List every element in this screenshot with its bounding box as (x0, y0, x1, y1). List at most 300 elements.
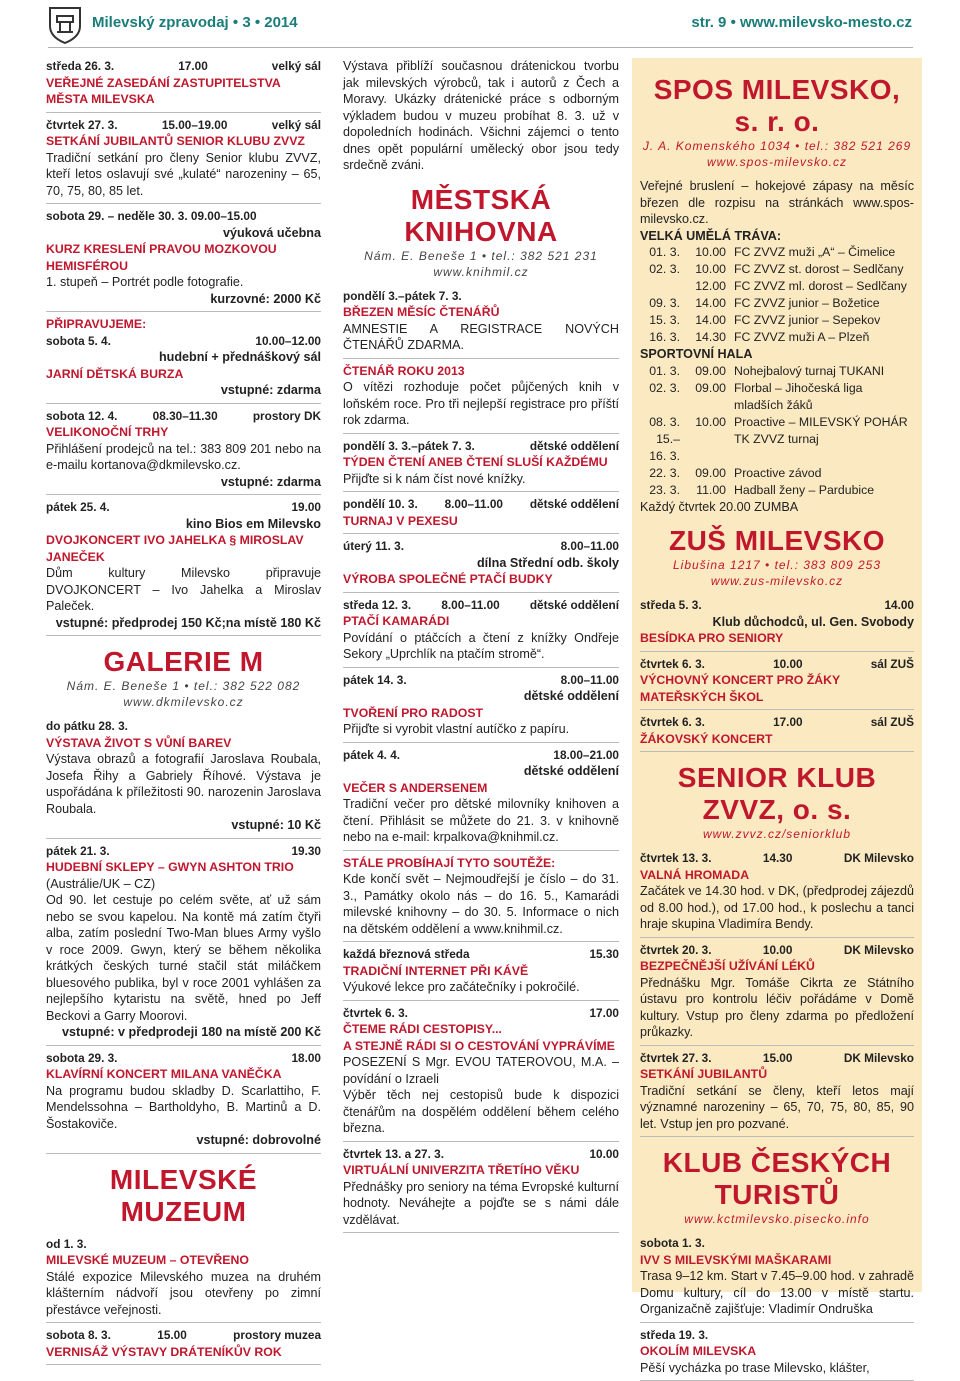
event-time: 17.00 (178, 59, 208, 73)
divider (46, 838, 321, 839)
event-date-row (640, 850, 914, 867)
event-place: dětské oddělení (523, 689, 619, 703)
event-price: vstupné: 10 Kč (231, 818, 321, 832)
divider (343, 491, 619, 492)
event-place: velký sál (271, 117, 321, 132)
schedule-event: TK ZVVZ turnaj (734, 431, 819, 446)
event-time: 14.00 (884, 598, 914, 612)
schedule-time: 09.00 (695, 465, 726, 480)
divider (640, 1136, 914, 1137)
event-title: SETKÁNÍ JUBILANTŮ SENIOR KLUBU ZVVZ (46, 134, 305, 148)
event-block (46, 1236, 321, 1319)
column-knihovna (343, 58, 619, 1292)
divider (343, 667, 619, 668)
event-description: AMNESTIE A REGISTRACE NOVÝCH ČTENÁŘŮ ZDARMA. (343, 321, 619, 352)
prepare-heading: PŘIPRAVUJEME: (46, 317, 147, 331)
event-time: 10.00 (762, 942, 793, 957)
event-time: 8.00–11.00 (441, 597, 500, 612)
event-place: DK Milevsko (843, 1050, 914, 1065)
divider (343, 358, 619, 359)
event-description: Přijďte si k nám číst nové knížky. (343, 471, 526, 486)
event-block (46, 316, 321, 399)
hala-heading: SPORTOVNÍ HALA (640, 347, 753, 361)
event-title: ŽÁKOVSKÝ KONCERT (640, 731, 773, 746)
divider (343, 533, 619, 534)
event-block (343, 672, 619, 738)
event-date-row (343, 538, 619, 555)
event-time: 19.00 (291, 500, 321, 514)
event-date-row (343, 672, 619, 689)
event-date-row (46, 1050, 321, 1067)
event-time: 15.00 (157, 1328, 187, 1342)
event-description: (Austrálie/UK – CZ) (46, 876, 156, 891)
section-website[interactable]: www.dkmilevsko.cz (123, 695, 244, 709)
divider (46, 112, 321, 113)
section-address: Nám. E. Beneše 1 • tel.: 382 522 082 (66, 679, 301, 693)
event-description: Stálé expozice Milevského muzea na druhém klášterním nádvoří jsou otevřeny po zimní přestávce veřejnosti. (46, 1269, 321, 1317)
event-place: velký sál (271, 59, 321, 73)
event-title: BESÍDKA PRO SENIORY (640, 631, 784, 645)
event-block (343, 496, 619, 529)
divider (46, 1364, 321, 1365)
event-title: IVV S MILEVSKÝMI MAŠKARAMI (640, 1252, 832, 1267)
event-block (640, 942, 914, 1041)
event-date: středa 26. 3. (46, 59, 115, 73)
event-date: čtvrtek 27. 3. (640, 1050, 712, 1065)
event-date: sobota 1. 3. (640, 1236, 705, 1250)
section-address: J. A. Komenského 1034 • tel.: 382 521 269 (642, 139, 912, 153)
schedule-time: 10.00 (695, 245, 726, 259)
divider (343, 850, 619, 851)
event-date: čtvrtek 20. 3. (640, 942, 712, 957)
event-title: VERNISÁŽ VÝSTAVY DRÁTENÍKŮV ROK (46, 1344, 282, 1359)
schedule-event: FC ZVVZ ml. dorost – Sedlčany (734, 279, 907, 293)
section-heading (640, 1147, 914, 1227)
event-date-row (640, 1050, 914, 1067)
event-date-row (640, 714, 914, 731)
event-price: vstupné: zdarma (220, 383, 321, 397)
event-block (640, 1327, 914, 1377)
event-price: kurzovné: 2000 Kč (210, 291, 321, 306)
event-place: Klub důchodců, ul. Gen. Svobody (712, 614, 914, 629)
event-place: sál ZUŠ (870, 715, 914, 729)
header-rule (48, 47, 913, 48)
event-description: Výstava obrazů a fotografií Jaroslava Roubala, Josefa Řihy a Gabriely Říhové. Výstava je uspořádána k příležitosti 90. narozenin Jaroslava Roubala. (46, 752, 321, 816)
divider (343, 1141, 619, 1142)
event-title: ČTEME RÁDI CESTOPISY... (343, 1022, 502, 1036)
divider (343, 433, 619, 434)
event-title: DVOJKONCERT IVO JAHELKA § MIROSLAV JANEČEK (46, 533, 304, 564)
schedule-date: 01. 3. (649, 245, 680, 259)
event-title: OKOLÍM MILEVSKA (640, 1344, 757, 1358)
section-website[interactable]: www.spos-milevsko.cz (706, 155, 848, 169)
event-description: Výukové lekce pro začátečníky i pokročilé. (343, 980, 580, 994)
event-date: čtvrtek 6. 3. (343, 1005, 408, 1020)
schedule-date: 15.–16. 3. (649, 431, 680, 463)
divider (46, 1322, 321, 1323)
event-date-row (343, 946, 619, 963)
event-description: Přednášku Mgr. Tomáše Cikrta ze Státního ústavu pro kontrolu léčiv pořádáme v Domě kultury. Vstup pro členy zdarma po předložení průkazky. (640, 975, 914, 1039)
event-title: VÝCHOVNÝ KONCERT PRO ŽÁKY MATEŘSKÝCH ŠKOL (640, 673, 840, 704)
event-date: čtvrtek 6. 3. (640, 656, 705, 671)
event-description: 1. stupeň – Portrét podle fotografie. (46, 275, 244, 289)
event-description: Pěší vycházka po trase Milevsko, klášter, (640, 1360, 870, 1375)
schedule-row (640, 482, 914, 499)
event-title: VÝSTAVA ŽIVOT S VŮNÍ BAREV (46, 735, 232, 750)
event-time: 17.00 (773, 715, 803, 729)
divider (343, 1000, 619, 1001)
event-date-row (46, 117, 321, 134)
event-place: sál ZUŠ (870, 656, 914, 671)
schedule-row (640, 261, 914, 278)
event-title: PTAČÍ KAMARÁDI (343, 614, 450, 628)
section-website[interactable]: www.zvvz.cz/seniorklub (702, 827, 852, 841)
event-place: prostory DK (252, 408, 321, 423)
event-time: 14.30 (762, 851, 793, 865)
divider (46, 635, 321, 636)
divider (343, 742, 619, 743)
event-block (343, 363, 619, 429)
event-block (640, 597, 914, 647)
event-time: 8.00–11.00 (444, 497, 503, 511)
divider (46, 311, 321, 312)
event-place: dílna Střední odb. školy (476, 555, 619, 570)
event-place: dětské oddělení (523, 764, 619, 778)
schedule-date: 09. 3. (649, 296, 680, 310)
event-title: TRADIČNÍ INTERNET PŘI KÁVĚ (343, 963, 529, 978)
event-place: dětské oddělení (529, 597, 619, 612)
section-heading (343, 184, 619, 280)
event-title: TÝDEN ČTENÍ ANEB ČTENÍ SLUŠÍ KAŽDÉMU (343, 455, 608, 469)
section-website[interactable]: www.knihmil.cz (433, 264, 529, 279)
event-description: Kde končí svět – Nejmoudřejší je číslo – do 31. 3., Památky okolo nás – do 16. 5., Kamarádi milevské knihovny – do 30. 5. Informace o nich na dětském oddělení a www.knihmil.cz. (343, 872, 619, 936)
event-title: SETKÁNÍ JUBILANTŮ (640, 1067, 768, 1081)
section-heading (46, 1164, 321, 1228)
event-title: VEČER S ANDERSENEM (343, 780, 488, 795)
event-place: DK Milevsko (843, 851, 914, 865)
event-date: pondělí 10. 3. (343, 497, 418, 511)
event-date: úterý 11. 3. (343, 539, 404, 553)
divider (640, 651, 914, 652)
event-title: VALNÁ HROMADA (640, 867, 750, 882)
schedule-time: 14.30 (695, 330, 726, 344)
spos-text: Veřejné bruslení – hokejové zápasy na měsíc březen dle rozpisu na stránkách www.spos-milevsko.cz. (640, 179, 914, 226)
event-description: Výběr těch nej cestopisů bude k dispozici čtenářům na dospělém oddělení během celého března. (343, 1088, 619, 1135)
schedule-date: 08. 3. (649, 414, 680, 429)
event-date: pondělí 3. 3.–pátek 7. 3. (343, 438, 475, 453)
event-description: Tradiční setkání se členy, kteří letos mají významné narozeniny – 65, 70, 75, 80, 85, 90 let. Vstup jen pro pozvané. (640, 1083, 914, 1131)
section-heading (640, 525, 914, 589)
event-date: čtvrtek 13. a 27. 3. (343, 1146, 444, 1161)
event-date-row (343, 1146, 619, 1163)
event-description: Povídání o ptáčcích a čtení z knížky Ondřeje Sekory „Uprchlík na ptačím stromě“. (343, 630, 619, 661)
schedule-event: Hadball ženy – Pardubice (734, 482, 875, 497)
event-description: Na programu budou skladby D. Scarlattiho, F. Mendelssohna – Bartholdyho, B. Martinů a D. Šostakoviče. (46, 1083, 321, 1131)
event-title: TVOŘENÍ PRO RADOST (343, 705, 484, 720)
divider (640, 1322, 914, 1323)
event-date-row (640, 1327, 914, 1344)
schedule-time: 11.00 (696, 482, 726, 497)
event-date: pátek 4. 4. (343, 747, 401, 762)
divider (343, 941, 619, 942)
event-date: sobota 8. 3. (46, 1328, 111, 1342)
event-title: MILEVSKÉ MUZEUM – OTEVŘENO (46, 1253, 249, 1267)
event-title: STÁLE PROBÍHAJÍ TYTO SOUTĚŽE: (343, 855, 556, 870)
schedule-date: 23. 3. (649, 482, 680, 497)
schedule-time: 14.00 (695, 296, 726, 310)
section-name: GALERIE M (103, 646, 264, 677)
event-block (343, 438, 619, 488)
section-name: MILEVSKÉ MUZEUM (109, 1163, 258, 1227)
divider (640, 751, 914, 752)
divider (640, 1045, 914, 1046)
event-date-row (343, 438, 619, 455)
event-title: KLAVÍRNÍ KONCERT MILANA VANĚČKA (46, 1067, 282, 1081)
event-date-row (46, 718, 321, 735)
schedule-date: 02. 3. (649, 380, 680, 395)
event-description: Trasa 9–12 km. Start v 7.45–9.00 hod. v zahradě Domu kultury, cíl do 13.00 v místě startu. Organizačně zajišťuje: Vladimír Ondruška (640, 1269, 914, 1316)
section-website[interactable]: www.kctmilevsko.pisecko.info (684, 1212, 870, 1226)
intro-text: Výstava přiblíží současnou drátenickou tvorbu jak milevských výrobců, tak i autorů z Čech a Moravy. Ukázky drátenické práce s odborným výkladem budou v muzeu probíhat 8. 3. už v dopoledních hodinách. Všichni zájemci o tento dnes opět populární umělecký obor jsou tedy srdečně zváni. (343, 59, 619, 172)
schedule-row (640, 312, 914, 329)
schedule-time: 10.00 (695, 262, 726, 276)
event-time: 18.00–21.00 (553, 747, 619, 762)
event-date-row (640, 656, 914, 673)
event-time: 10.00 (773, 656, 803, 671)
event-date: čtvrtek 6. 3. (640, 715, 705, 729)
event-date: pátek 14. 3. (343, 672, 407, 687)
publication-title: Milevský zpravodaj • 3 • 2014 (92, 14, 298, 31)
event-place: DK Milevsko (843, 942, 914, 957)
event-block (46, 499, 321, 631)
schedule-date: 02. 3. (649, 262, 680, 276)
event-description: Dům kultury Milevsko připravuje DVOJKONCERT – Ivo Jahelka a Miroslav Paleček. (46, 566, 321, 613)
section-name: SPOS MILEVSKO, s. r. o. (653, 74, 901, 137)
event-date-row (46, 1236, 321, 1253)
event-block (640, 656, 914, 706)
event-description: Přednášky pro seniory na téma Evropské kulturní hodnoty. Neváhejte a pojďte se s námi dále vzdělávat. (343, 1179, 619, 1227)
event-date: pátek 25. 4. (46, 500, 110, 514)
event-price: vstupné: předprodej 150 Kč;na místě 180 Kč (55, 615, 321, 630)
divider (46, 403, 321, 404)
event-date-row (46, 843, 321, 860)
event-place: prostory muzea (233, 1328, 321, 1342)
schedule-date: 16. 3. (649, 330, 680, 344)
event-description: Přihlášení prodejců na tel.: 383 809 201 nebo na e-mailu kortanova@dkmilevsko.cz. (46, 441, 321, 472)
divider (46, 203, 321, 204)
event-time: 15.00 (762, 1050, 793, 1065)
event-block (46, 718, 321, 834)
event-price: vstupné: dobrovolné (196, 1133, 321, 1147)
section-name: MĚSTSKÁ KNIHOVNA (404, 183, 558, 247)
event-date-row (640, 942, 914, 959)
event-date: od 1. 3. (46, 1236, 87, 1251)
event-price: vstupné: zdarma (220, 474, 321, 489)
event-block (343, 288, 619, 354)
hala-schedule (640, 363, 914, 499)
section-heading (640, 762, 914, 842)
event-date-row (46, 58, 321, 75)
schedule-date: 01. 3. (649, 363, 680, 378)
schedule-date: 22. 3. (649, 465, 680, 480)
event-place: hudební + přednáškový sál (158, 350, 321, 364)
schedule-row (640, 244, 914, 261)
schedule-date: 15. 3. (649, 313, 680, 327)
event-description: POSEZENÍ S Mgr. EVOU TATEROVOU, M.A. – povídání o Izraeli (343, 1055, 619, 1086)
event-title: ČTENÁŘ ROKU 2013 (343, 363, 465, 378)
event-title: VEŘEJNÉ ZASEDÁNÍ ZASTUPITELSTVA MĚSTA MILEVSKA (46, 75, 281, 106)
event-date-row (46, 333, 321, 350)
schedule-time: 14.00 (695, 313, 726, 327)
event-date-row (46, 499, 321, 516)
section-name: SENIOR KLUB ZVVZ, o. s. (677, 762, 877, 825)
event-date: každá březnová středa (343, 947, 470, 961)
event-description: Tradiční setkání pro členy Senior klubu ZVVZ, kteří letos oslavují své „kulaté“ narozeniny – 65, 70, 75, 80, 85 let. (46, 150, 321, 198)
schedule-event: Proactive – MILEVSKÝ POHÁR (734, 414, 908, 429)
event-title: HUDEBNÍ SKLEPY – GWYN ASHTON TRIO (46, 860, 294, 874)
event-date: sobota 12. 4. (46, 408, 118, 423)
event-date-row (343, 288, 619, 305)
schedule-date (640, 278, 680, 295)
event-description: Tradiční večer pro dětské milovníky knihoven a čtení. Přihlásit se můžete do 21. 3. v knihovně nebo na e-mail: krpalkova@knihmil.cz. (343, 797, 619, 844)
event-date: pátek 21. 3. (46, 843, 110, 858)
schedule-event: Florbal – Jihočeská liga mladších žáků (734, 380, 863, 412)
event-block (343, 1005, 619, 1137)
schedule-event: FC ZVVZ junior – Sepekov (734, 313, 881, 327)
event-description: Od 90. let cestuje po celém světe, ať už sám nebo se svou kapelou. Na kontě má zatím čtyři alba, zatím poslední Two-Man blues Army vyšlo v roce 2009. Gwyn, který se během několika krátkých českých turné stačil stát miláčkem bluesového publika, byl v roce 2001 vyhlášen za nejlepšího kytaristu na světě, hned po Jeff Beckovi a Garry Moorovi. (46, 893, 321, 1023)
event-block (46, 58, 321, 108)
event-title: KURZ KRESLENÍ PRAVOU MOZKOVOU HEMISFÉROU (46, 242, 277, 273)
section-address: Libušina 1217 • tel.: 383 809 253 (672, 558, 881, 572)
event-date-row (343, 747, 619, 764)
event-block (343, 1146, 619, 1229)
event-time: 19.30 (291, 843, 321, 858)
column-dum-kultury (46, 58, 321, 1359)
event-time: 10.00–12.00 (255, 333, 321, 348)
event-date-row (343, 1005, 619, 1022)
event-time: 08.30–11.30 (152, 408, 218, 423)
event-date-row (46, 208, 321, 225)
event-date-row (46, 408, 321, 425)
event-block (640, 850, 914, 933)
event-block (46, 843, 321, 1041)
event-description: Přijďte si vyrobit vlastní autíčko z papíru. (343, 722, 570, 736)
event-place: dětské oddělení (529, 438, 619, 453)
schedule-row (640, 295, 914, 312)
event-block (343, 597, 619, 663)
schedule-event: Nohejbalový turnaj TUKANI (734, 363, 885, 378)
event-subtitle: A STEJNĚ RÁDI SI O CESTOVÁNÍ VYPRÁVÍME (343, 1038, 615, 1053)
event-block (46, 408, 321, 491)
event-date: středa 19. 3. (640, 1327, 709, 1342)
event-block (46, 117, 321, 200)
divider (640, 709, 914, 710)
event-date-row (343, 496, 619, 513)
trava-schedule (640, 244, 914, 346)
event-place: výuková učebna (223, 225, 321, 240)
section-address: Nám. E. Beneše 1 • tel.: 382 521 231 (364, 248, 598, 263)
event-time: 17.00 (589, 1005, 619, 1020)
schedule-time: 12.00 (695, 279, 726, 293)
event-time: 15.00–19.00 (161, 117, 228, 132)
event-title: VIRTUÁLNÍ UNIVERZITA TŘETÍHO VĚKU (343, 1163, 580, 1177)
event-date: do pátku 28. 3. (46, 719, 128, 733)
event-date: pondělí 3.–pátek 7. 3. (343, 288, 462, 303)
event-date: čtvrtek 13. 3. (640, 851, 712, 865)
schedule-time: 09.00 (695, 380, 726, 395)
schedule-event: Proactive závod (734, 465, 822, 480)
schedule-event: FC ZVVZ muži A – Plzeň (734, 330, 870, 344)
schedule-row (640, 363, 914, 380)
trava-heading: VELKÁ UMĚLÁ TRÁVA: (640, 228, 782, 243)
page-number-link[interactable]: str. 9 • www.milevsko-mesto.cz (691, 14, 912, 31)
event-block (46, 208, 321, 307)
event-title: VELIKONOČNÍ TRHY (46, 425, 169, 439)
event-block (343, 855, 619, 938)
event-date: sobota 29. – neděle 30. 3. 09.00–15.00 (46, 209, 257, 223)
event-block (343, 538, 619, 588)
schedule-row (640, 414, 914, 431)
event-block (640, 714, 914, 747)
schedule-row (640, 465, 914, 482)
event-place: kino Bios em Milevsko (185, 516, 321, 531)
event-block (46, 1327, 321, 1360)
event-title: BEZPEČNĚJŠÍ UŽÍVÁNÍ LÉKŮ (640, 959, 815, 973)
divider (46, 494, 321, 495)
divider (46, 1153, 321, 1154)
event-title: BŘEZEN MĚSÍC ČTENÁŘŮ (343, 305, 500, 319)
event-date: sobota 5. 4. (46, 333, 111, 348)
event-time: 8.00–11.00 (560, 539, 619, 553)
event-description: O vítězi rozhoduje počet půjčených knih v loňském roce. Pro tři nejlepší registrace pro příští rok zdarma. (343, 380, 619, 427)
schedule-row (640, 380, 914, 414)
schedule-event: FC ZVVZ st. dorost – Sedlčany (734, 262, 904, 276)
event-date: středa 12. 3. (343, 597, 412, 612)
section-name: KLUB ČESKÝCH TURISTŮ (662, 1147, 892, 1210)
event-time: 15.30 (589, 947, 619, 961)
event-block (343, 946, 619, 996)
event-date-row (46, 1327, 321, 1344)
event-title: TURNAJ V PEXESU (343, 513, 458, 528)
event-description: Začátek ve 14.30 hod. v DK, (předprodej zájezdů od 8.00 hod.), od 17.00 hod., k poslechu a tanci hraje skupina Vladimíra Bendy. (640, 884, 914, 931)
divider (343, 592, 619, 593)
schedule-time: 09.00 (695, 363, 726, 378)
event-title: JARNÍ DĚTSKÁ BURZA (46, 366, 184, 381)
event-date-row (640, 1235, 914, 1252)
schedule-row (640, 329, 914, 346)
divider (640, 937, 914, 938)
section-heading (640, 74, 914, 170)
zumba-line: Každý čtvrtek 20.00 ZUMBA (640, 499, 799, 514)
schedule-time (680, 431, 726, 465)
event-time: 10.00 (589, 1146, 619, 1161)
event-block (343, 747, 619, 846)
column-sport-zus-senior (632, 58, 922, 1375)
schedule-row (640, 278, 914, 295)
event-date: sobota 29. 3. (46, 1050, 118, 1065)
event-block (640, 1050, 914, 1133)
event-block (640, 1235, 914, 1318)
page-header (0, 0, 960, 54)
schedule-event: FC ZVVZ junior – Božetice (734, 296, 880, 310)
section-heading (46, 646, 321, 710)
section-website[interactable]: www.zus-milevsko.cz (710, 574, 844, 588)
event-time: 18.00 (291, 1050, 321, 1065)
event-date-row (640, 597, 914, 614)
schedule-event: FC ZVVZ muži „A“ – Čimelice (734, 245, 896, 259)
schedule-row (640, 431, 914, 465)
town-crest-icon (48, 6, 82, 44)
